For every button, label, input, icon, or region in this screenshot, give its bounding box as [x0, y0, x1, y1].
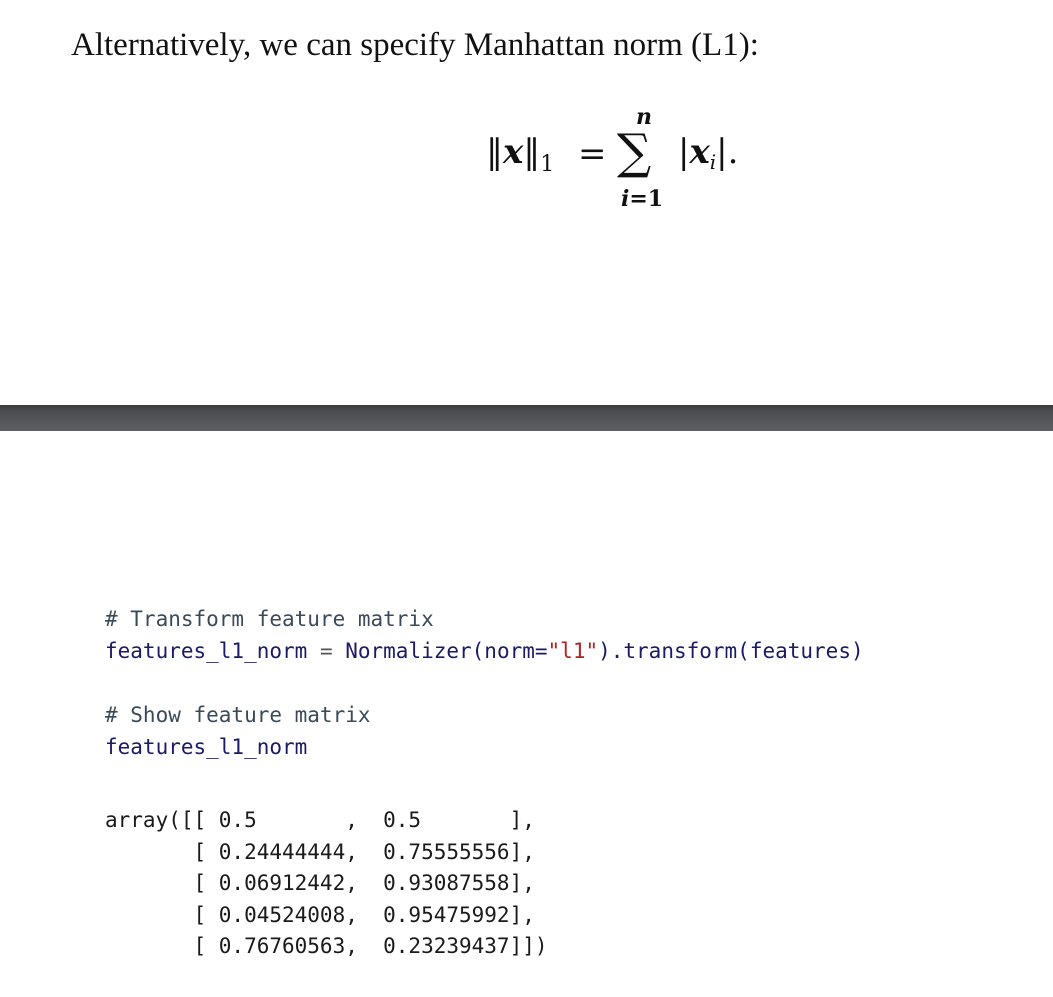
rhs-variable: x	[689, 132, 710, 172]
sum-lower-limit	[621, 186, 663, 212]
code-method-call: ).transform(features)	[598, 639, 864, 663]
l1-norm-equation	[480, 100, 770, 220]
sum-upper-limit: n	[636, 104, 652, 130]
intro-paragraph: Alternatively, we can specify Manhattan norm (L1):	[71, 27, 759, 63]
code-line-transform	[105, 635, 864, 667]
output-line: [ 0.24444444, 0.75555556],	[105, 839, 535, 864]
code-assign-operator: =	[307, 639, 346, 663]
lhs-variable: x	[503, 132, 524, 172]
equation-rhs	[678, 132, 738, 172]
output-line: [ 0.76760563, 0.23239437]])	[105, 934, 548, 958]
output-cell	[105, 805, 548, 963]
equals-sign: =	[578, 134, 607, 174]
code-variable: features_l1_norm	[105, 639, 308, 663]
lhs-subscript: 1	[540, 152, 555, 177]
summation-symbol: ∑	[617, 124, 652, 180]
equation-lhs	[486, 132, 555, 177]
code-comment-show: # Show feature matrix	[105, 703, 371, 727]
code-line-show: features_l1_norm	[105, 735, 308, 759]
output-line: array([[ 0.5 , 0.5 ],	[105, 808, 535, 832]
sum-index: i	[621, 186, 630, 212]
section-divider	[0, 405, 1053, 431]
sum-start: =1	[629, 186, 664, 212]
code-function-call: Normalizer(norm=	[345, 639, 548, 663]
norm-open-bars: ‖	[486, 132, 503, 172]
abs-open-bar: |	[678, 132, 690, 172]
output-line: [ 0.06912442, 0.93087558],	[105, 871, 535, 895]
code-cell	[105, 603, 864, 763]
abs-close-bar: |.	[716, 132, 739, 172]
code-string-literal: "l1"	[547, 639, 599, 663]
code-comment-transform: # Transform feature matrix	[105, 607, 434, 631]
norm-close-bars: ‖	[523, 132, 541, 172]
output-line: [ 0.04524008, 0.95475992],	[105, 902, 535, 927]
rhs-subscript: i	[709, 150, 717, 174]
code-blank-line	[105, 667, 864, 699]
